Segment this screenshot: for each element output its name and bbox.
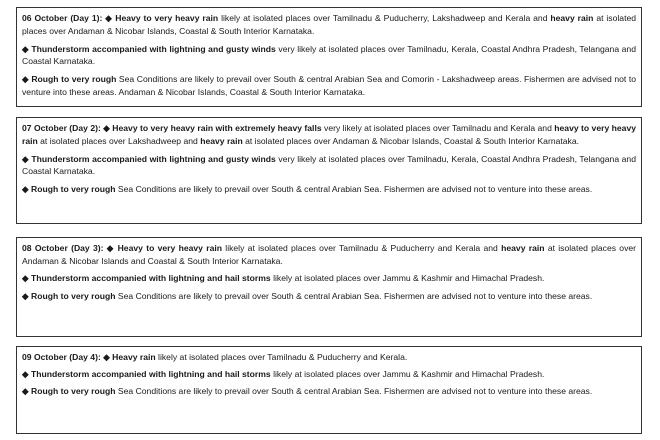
day-4-rain-paragraph (22, 351, 636, 364)
day-4-heading: 09 October (Day 4): (22, 352, 104, 362)
day-3-sea-paragraph (22, 290, 636, 303)
day-4-sea-text: Sea Conditions are likely to prevail over South & central Arabian Sea. Fishermen are advised not to venture into these areas. (115, 386, 593, 397)
day-1-sea-paragraph (22, 73, 636, 98)
day-3-heavy-rain: heavy rain (501, 243, 545, 253)
day-2-forecast-box (16, 117, 642, 224)
day-1-rain-paragraph (22, 12, 636, 37)
day-2-heading: 07 October (Day 2): (22, 123, 104, 133)
day-1-thunderstorm-text: very likely at isolated places over Tamilnadu, Kerala, Coastal Andhra Pradesh, Telangana and Coastal Karnataka. (22, 43, 636, 67)
day-2-rain-warning: ◆ Heavy to very heavy rain with extremely heavy falls (103, 123, 322, 133)
day-3-heavy-rain-text: at isolated places over Andaman & Nicobar Islands and Coastal & South Interior Karnataka. (22, 243, 637, 266)
day-2-sea-paragraph (22, 183, 636, 196)
day-3-thunderstorm-warning: ◆ Thunderstorm accompanied with lightning and hail storms (22, 273, 271, 284)
day-4-thunderstorm-warning: ◆ Thunderstorm accompanied with lightning and hail storms (22, 369, 271, 380)
day-1-heading: 06 October (Day 1): (22, 13, 106, 23)
day-1-forecast-box (16, 7, 642, 107)
day-1-thunderstorm-paragraph (22, 43, 636, 68)
day-2-sea-warning: ◆ Rough to very rough (22, 184, 116, 195)
day-4-forecast-box (16, 346, 642, 434)
day-1-sea-warning: ◆ Rough to very rough (22, 74, 117, 85)
day-3-rain-text: likely at isolated places over Tamilnadu & Puducherry and Kerala and (222, 243, 502, 253)
day-1-thunderstorm-warning: ◆ Thunderstorm accompanied with lightning and gusty winds (22, 43, 276, 54)
day-4-thunderstorm-text: likely at isolated places over Jammu & Kashmir and Himachal Pradesh. (270, 369, 545, 380)
day-2-thunderstorm-paragraph (22, 153, 636, 178)
day-1-heavy-rain-text: at isolated places over Andaman & Nicobar Islands, Coastal & South Interior Karnataka. (22, 13, 637, 36)
day-2-heavy-rain: heavy rain (200, 135, 243, 146)
day-2-thunderstorm-warning: ◆ Thunderstorm accompanied with lightning and gusty winds (22, 153, 276, 164)
day-3-forecast-box (16, 237, 642, 337)
day-4-rain-text: likely at isolated places over Tamilnadu & Puducherry and Kerala. (155, 352, 408, 362)
day-3-sea-warning: ◆ Rough to very rough (22, 290, 116, 301)
day-2-heavy-to-very-heavy: heavy to very heavy rain (22, 123, 636, 146)
day-1-sea-text: Sea Conditions are likely to prevail over South & central Arabian Sea and Comorin - Lakshadweep areas. Fishermen are advised not to venture into these areas. Andaman & Nicobar Islands, Coastal & South Interior Karnataka. (22, 74, 636, 97)
day-1-rain-text: likely at isolated places over Tamilnadu & Puducherry, Lakshadweep and Kerala and (218, 13, 551, 23)
day-2-rain-text: very likely at isolated places over Tamilnadu and Kerala and (321, 123, 555, 133)
day-3-rain-paragraph (22, 242, 636, 267)
day-4-thunderstorm-paragraph (22, 368, 636, 381)
day-4-sea-warning: ◆ Rough to very rough (22, 386, 116, 397)
day-1-heavy-rain: heavy rain (550, 13, 594, 23)
day-4-sea-paragraph (22, 385, 636, 398)
day-1-rain-warning: ◆ Heavy to very heavy rain (105, 13, 219, 23)
day-3-thunderstorm-paragraph (22, 272, 636, 285)
day-3-heading: 08 October (Day 3): (22, 243, 107, 253)
day-2-sea-text: Sea Conditions are likely to prevail over South & central Arabian Sea. Fishermen are advised not to venture into these areas. (115, 184, 593, 195)
day-2-rain-paragraph (22, 122, 636, 147)
day-3-sea-text: Sea Conditions are likely to prevail over South & central Arabian Sea. Fishermen are advised not to venture into these areas. (115, 290, 593, 301)
day-3-thunderstorm-text: likely at isolated places over Jammu & Kashmir and Himachal Pradesh. (270, 273, 545, 284)
day-2-lakshadweep-text: at isolated places over Lakshadweep and (37, 135, 201, 146)
day-4-rain-warning: ◆ Heavy rain (103, 352, 156, 362)
day-3-rain-warning: ◆ Heavy to very heavy rain (106, 243, 222, 253)
day-2-heavy-rain-text: at isolated places over Andaman & Nicobar Islands, Coastal & South Interior Karnataka. (242, 135, 580, 146)
day-2-thunderstorm-text: very likely at isolated places over Tamilnadu, Kerala, Coastal Andhra Pradesh, Telangana and Coastal Karnataka. (22, 153, 636, 177)
